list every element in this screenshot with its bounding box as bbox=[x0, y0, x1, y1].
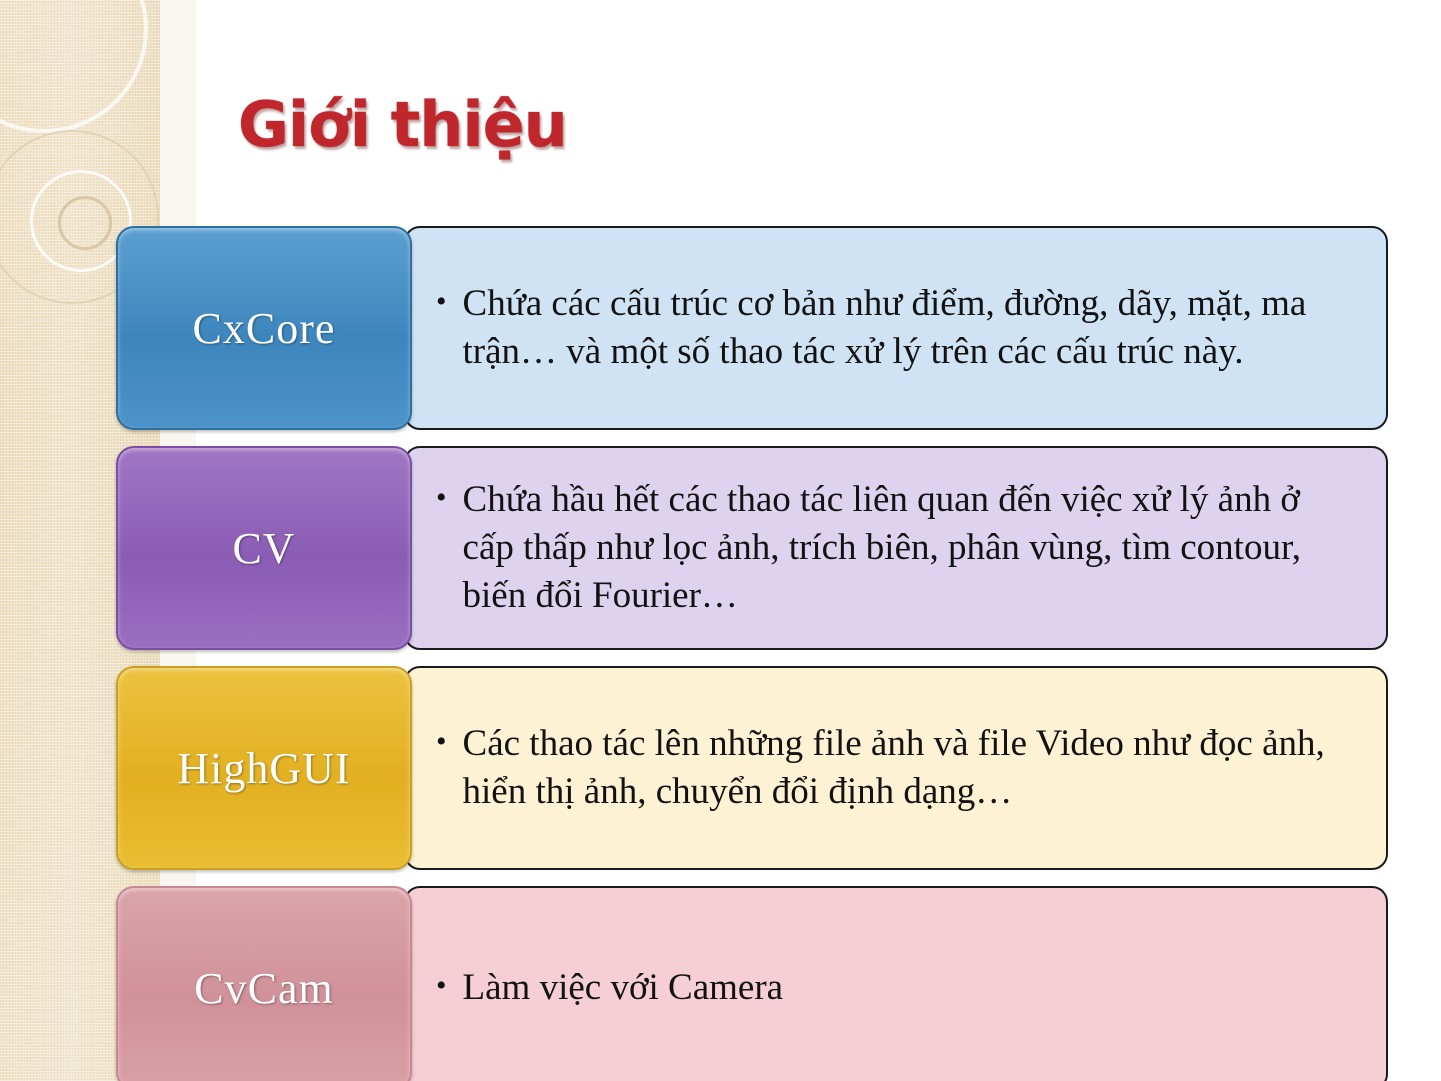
bullet-icon: • bbox=[436, 724, 447, 758]
module-list bbox=[116, 226, 1388, 1081]
decorative-circle-icon bbox=[58, 196, 112, 250]
list-item bbox=[116, 446, 1388, 650]
module-description-cxcore bbox=[404, 226, 1388, 430]
list-item bbox=[116, 666, 1388, 870]
bullet-icon: • bbox=[436, 284, 447, 318]
bullet-icon: • bbox=[436, 480, 447, 514]
module-description-text: Các thao tác lên những file ảnh và file Video như đọc ảnh, hiển thị ảnh, chuyển đổi định dạng… bbox=[462, 722, 1325, 812]
module-label-cvcam: CvCam bbox=[116, 886, 412, 1081]
module-label-cxcore: CxCore bbox=[116, 226, 412, 430]
slide-title: Giới thiệu bbox=[238, 88, 567, 161]
module-label-highgui: HighGUI bbox=[116, 666, 412, 870]
bullet-icon: • bbox=[436, 968, 447, 1002]
module-description-cvcam bbox=[404, 886, 1388, 1081]
module-description-text: Làm việc với Camera bbox=[462, 966, 784, 1008]
module-description-text: Chứa các cấu trúc cơ bản như điểm, đường, dãy, mặt, ma trận… và một số thao tác xử lý trên các cấu trúc này. bbox=[462, 282, 1307, 372]
module-description-text: Chứa hầu hết các thao tác liên quan đến việc xử lý ảnh ở cấp thấp như lọc ảnh, trích biên, phân vùng, tìm contour, biến đổi Fourier… bbox=[462, 478, 1302, 617]
module-description-cv bbox=[404, 446, 1388, 650]
list-item bbox=[116, 226, 1388, 430]
module-label-cv: CV bbox=[116, 446, 412, 650]
module-description-highgui bbox=[404, 666, 1388, 870]
list-item bbox=[116, 886, 1388, 1081]
